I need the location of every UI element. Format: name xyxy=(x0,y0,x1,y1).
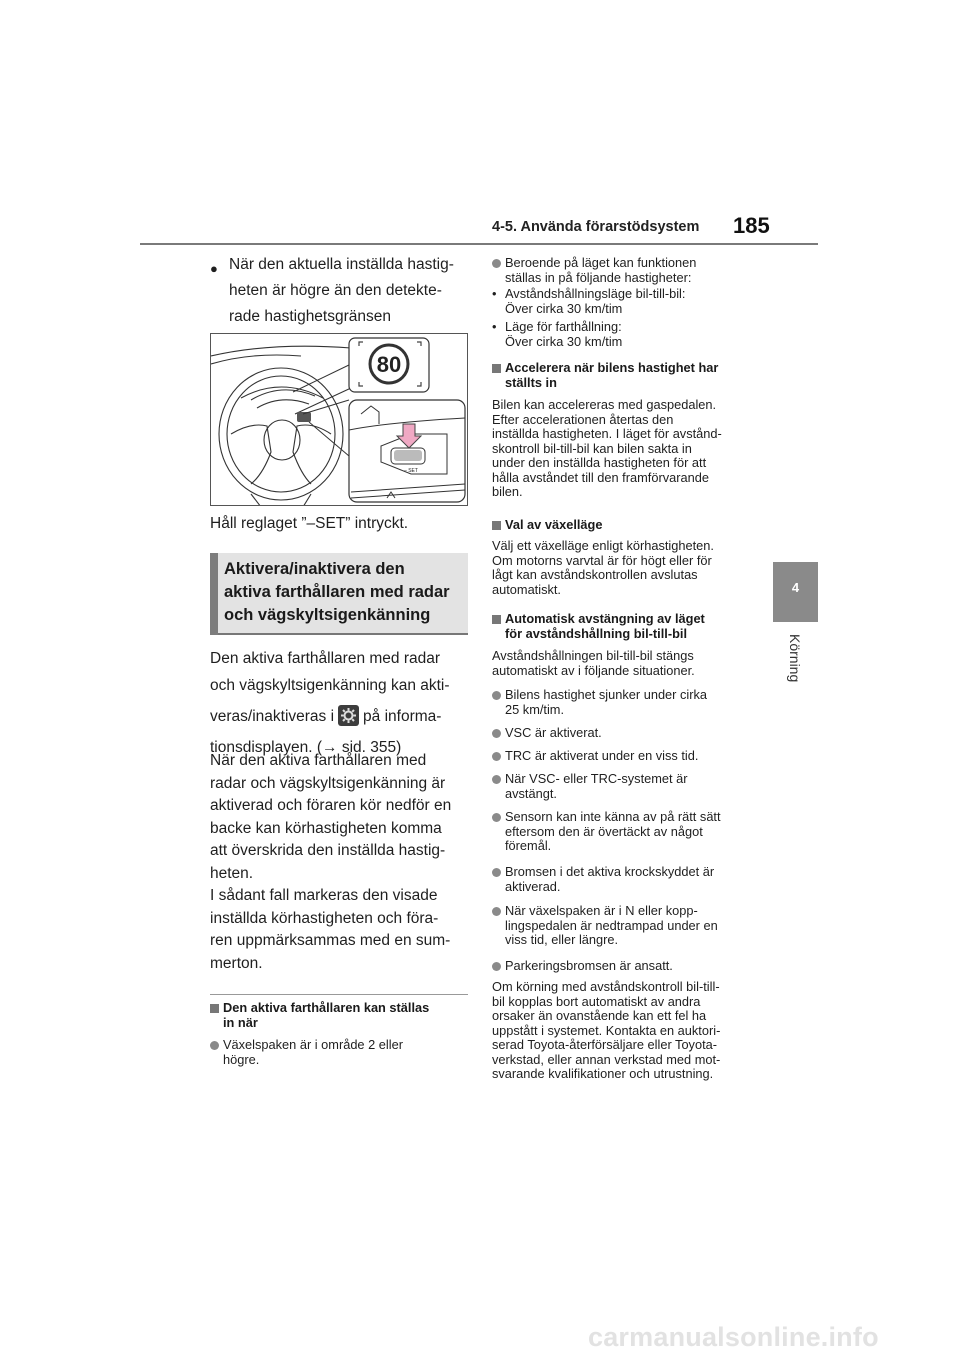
bullet-dot-icon xyxy=(492,868,501,877)
heading-line: och vägskyltsigenkänning xyxy=(224,606,431,624)
subsection-heading xyxy=(505,361,718,390)
text-line: avstängt. xyxy=(505,785,557,801)
text-line: När VSC- eller TRC-systemet är xyxy=(505,771,688,786)
bullet-dot-icon xyxy=(492,813,501,822)
bullet-dot-icon xyxy=(492,729,501,738)
text-line: rade hastighetsgränsen xyxy=(229,308,392,325)
text-line: ren uppmärksammas med en sum- xyxy=(210,932,451,949)
dash-marker: • xyxy=(492,286,497,301)
chapter-label-text: Körning xyxy=(787,634,803,683)
text-line: för avståndshållning bil-till-bil xyxy=(505,625,688,641)
text-line: Bilen kan accelereras med gaspedalen. xyxy=(492,397,717,412)
subsection-heading xyxy=(505,518,602,533)
text-line: högre. xyxy=(223,1051,260,1067)
text-line: Beroende på läget kan funktionen xyxy=(505,255,697,270)
bullet-dot-icon xyxy=(492,752,501,761)
text-line: inställda hastigheten. I läget för avstånd- xyxy=(492,426,722,441)
text-line: Avståndshållningen bil-till-bil stängs xyxy=(492,648,694,663)
text-line: lingspedalen är nedtrampad under en xyxy=(505,917,718,933)
text-line: Över cirka 30 km/tim xyxy=(505,300,623,316)
list-item-text xyxy=(505,772,688,801)
bullet-speed-higher xyxy=(229,252,469,330)
text-line: under den inställda hastigheten för att xyxy=(492,455,707,470)
text-line: automatiskt av i följande situationer. xyxy=(492,662,695,678)
watermark: carmanualsonline.info xyxy=(588,1322,879,1352)
heading-line: Aktivera/inaktivera den xyxy=(224,560,405,578)
text-line: Bilens hastighet sjunker under cirka xyxy=(505,687,708,702)
text-line: eftersom den är övertäckt av något xyxy=(505,823,703,839)
text-line: och vägskyltsigenkänning kan akti- xyxy=(210,677,450,694)
list-item-text xyxy=(505,287,685,316)
text-line: Accelerera när bilens hastighet har xyxy=(505,360,719,375)
text-fragment: tionsdisplayen. ( xyxy=(210,739,323,756)
text-line: föremål. xyxy=(505,838,552,853)
text-line: radar och vägskyltsigenkänning är xyxy=(210,774,446,792)
list-item-text xyxy=(505,688,707,717)
bullet-icon: ● xyxy=(210,261,218,276)
text-line: ställts in xyxy=(505,374,557,390)
text-line: lågt kan avståndskontrollen avslutas xyxy=(492,567,698,582)
text-line: När den aktiva farthållaren med xyxy=(210,752,427,769)
list-item-text xyxy=(505,865,714,894)
speed-sign-value: 80 xyxy=(376,352,402,377)
text-line: Välj ett växelläge enligt körhastigheten. xyxy=(492,538,714,553)
dashboard-drawing xyxy=(211,334,468,506)
text-line: VSC är aktiverat. xyxy=(505,725,602,740)
square-marker-icon xyxy=(492,615,501,624)
text-line: Över cirka 30 km/tim xyxy=(505,333,623,349)
text-line: Sensorn kan inte känna av på rätt sätt xyxy=(505,809,721,824)
text-line: inställda körhastigheten och föra- xyxy=(210,909,439,927)
text-line: 25 km/tim. xyxy=(505,701,565,717)
text-line: att överskrida den inställda hastig- xyxy=(210,842,446,859)
bullet-dot-icon xyxy=(492,775,501,784)
text-line: Växelspaken är i område 2 eller xyxy=(223,1037,403,1052)
settings-gear-icon xyxy=(338,705,359,726)
list-item-text xyxy=(505,749,698,764)
hold-instruction: Håll reglaget ”–SET” intryckt. xyxy=(210,515,409,532)
auto-off-paragraph xyxy=(492,649,762,678)
text-line xyxy=(210,703,468,730)
text-line: När den aktuella inställda hastig- xyxy=(229,256,454,273)
list-item-text xyxy=(505,810,721,854)
section-title: 4-5. Använda förarstödsystem xyxy=(492,219,700,235)
text-line: Om körning med avståndskontroll bil-till- xyxy=(492,979,720,994)
chapter-label xyxy=(771,634,819,714)
square-marker-icon xyxy=(492,364,501,373)
subsection-heading xyxy=(505,612,705,641)
text-line: Val av växelläge xyxy=(505,517,603,532)
activation-paragraph xyxy=(210,645,468,761)
bullet-dot-icon xyxy=(492,907,501,916)
text-line: Om motorns varvtal är för högt eller för xyxy=(492,552,712,568)
text-fragment: på informa- xyxy=(363,708,442,725)
gear-paragraph xyxy=(492,539,762,597)
buzzer-paragraph xyxy=(210,885,468,975)
text-line: TRC är aktiverat under en viss tid. xyxy=(505,748,699,763)
text-line: backe kan körhastigheten komma xyxy=(210,819,442,837)
text-line: När växelspaken är i N eller kopp- xyxy=(505,903,698,918)
list-item-text xyxy=(505,256,696,285)
text-line: viss tid, eller längre. xyxy=(505,932,619,947)
arrow-icon: → xyxy=(322,739,338,756)
text-line: aktiverad och föraren kör nedför en xyxy=(210,797,452,814)
text-line: Den aktiva farthållaren kan ställas xyxy=(223,1000,430,1015)
text-line: I sådant fall markeras den visade xyxy=(210,887,438,904)
dash-marker: • xyxy=(492,319,497,334)
text-line: serad Toyota-återförsäljare eller Toyota- xyxy=(492,1037,718,1052)
page-reference-link[interactable]: sid. 355) xyxy=(337,739,402,756)
heading-accent-bar xyxy=(210,553,218,635)
text-line: heten är högre än den detekte- xyxy=(229,282,442,299)
chapter-number: 4 xyxy=(791,580,800,595)
text-line: Automatisk avstängning av läget xyxy=(505,611,705,626)
heading-line: aktiva farthållaren med radar xyxy=(224,583,450,601)
text-line: bil kopplas bort automatiskt av andra xyxy=(492,993,701,1009)
text-fragment: veras/inaktiveras i xyxy=(210,708,335,725)
text-line: heten. xyxy=(210,864,254,882)
fault-paragraph xyxy=(492,980,767,1082)
steering-wheel-illustration xyxy=(210,333,468,506)
downhill-paragraph xyxy=(210,750,468,885)
text-line: Avståndshållningsläge bil-till-bil: xyxy=(505,286,686,301)
text-line: aktiverad. xyxy=(505,878,561,894)
separator-line xyxy=(210,994,468,995)
list-item-text xyxy=(505,959,673,974)
text-line: orsaker än ovanstående kan ett fel ha xyxy=(492,1008,707,1023)
header-rule xyxy=(140,243,818,245)
text-line: Den aktiva farthållaren med radar xyxy=(210,650,441,667)
text-line: uppstått i systemet. Kontakta en auktori- xyxy=(492,1022,721,1038)
list-item-text xyxy=(505,320,622,349)
bullet-dot-icon xyxy=(492,962,501,971)
square-marker-icon xyxy=(210,1004,219,1013)
text-line: merton. xyxy=(210,954,263,972)
square-marker-icon xyxy=(492,521,501,530)
subsection-heading xyxy=(223,1001,429,1030)
accelerate-paragraph xyxy=(492,398,762,500)
text-line: verkstad, eller annan verkstad med mot- xyxy=(492,1051,721,1067)
text-line: Bromsen i det aktiva krockskyddet är xyxy=(505,864,715,879)
text-line: Efter accelerationen återtas den xyxy=(492,411,674,427)
text-line: Läge för farthållning: xyxy=(505,319,622,334)
list-item-text xyxy=(223,1038,403,1067)
text-line: Parkeringsbromsen är ansatt. xyxy=(505,958,673,973)
bullet-dot-icon xyxy=(492,691,501,700)
text-line: svarande kvalifikationer och utrustning. xyxy=(492,1066,714,1081)
set-switch-label: – SET xyxy=(404,468,418,474)
list-item-text xyxy=(505,904,718,948)
text-line: bilen. xyxy=(492,484,523,499)
bullet-dot-icon xyxy=(492,259,501,268)
text-line: automatiskt. xyxy=(492,581,561,597)
text-line: in när xyxy=(223,1014,258,1030)
page-number: 185 xyxy=(733,213,770,238)
section-heading xyxy=(224,558,466,627)
list-item-text xyxy=(505,726,602,741)
bullet-dot-icon xyxy=(210,1041,219,1050)
text-line: ställas in på följande hastigheter: xyxy=(505,269,692,285)
text-line: skontroll bil-till-bil kan bilen sakta in xyxy=(492,440,692,456)
text-line: hålla avståndet till den framförvarande xyxy=(492,469,709,485)
